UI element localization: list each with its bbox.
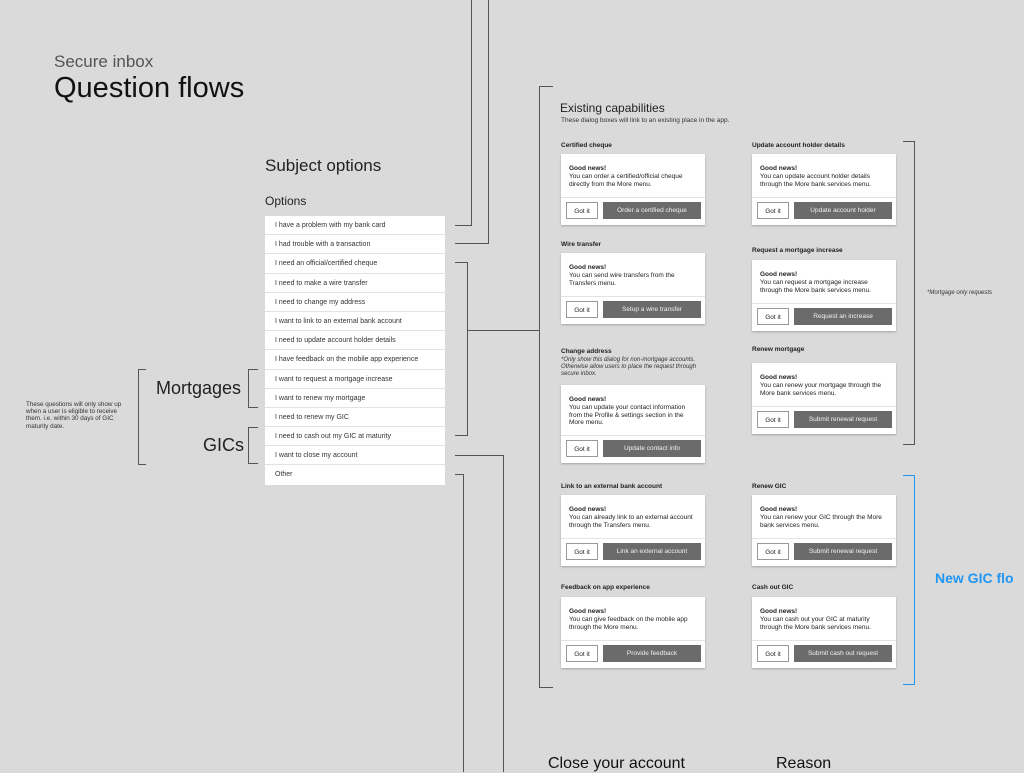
option-item[interactable]: I want to renew my mortgage — [265, 389, 445, 408]
card-heading: Good news! — [760, 374, 798, 381]
card-title: Request a mortgage increase — [752, 247, 843, 254]
card-title: Link to an external bank account — [561, 483, 663, 490]
card-heading: Good news! — [569, 506, 607, 513]
reason-title: Reason — [776, 755, 832, 772]
card-text: You can give feedback on the mobile app through the More menu. — [569, 615, 688, 631]
card-heading: Good news! — [760, 271, 798, 278]
card-text: You can cash out your GIC at maturity through the More bank services menu. — [760, 615, 871, 631]
card-text: You can update your contact information from the Profile & settings section in the More menu. — [569, 403, 686, 427]
card-text: You can send wire transfers from the Transfers menu. — [569, 271, 675, 287]
action-button[interactable]: Submit cash out request — [794, 645, 892, 662]
got-it-button[interactable]: Got it — [566, 645, 598, 662]
existing-capabilities-subtitle: These dialog boxes will link to an existing place in the app. — [561, 117, 730, 124]
dialog-card — [752, 597, 896, 668]
card-title: Wire transfer — [561, 241, 602, 248]
got-it-button[interactable]: Got it — [757, 543, 789, 560]
got-it-button[interactable]: Got it — [757, 645, 789, 662]
option-item[interactable]: I want to request a mortgage increase — [265, 370, 445, 389]
card-heading: Good news! — [569, 264, 607, 271]
page-subtitle: Secure inbox — [54, 52, 154, 71]
mortgages-group-label: Mortgages — [156, 378, 242, 398]
dialog-card — [752, 260, 896, 331]
action-button[interactable]: Provide feedback — [603, 645, 701, 662]
card-title: Certified cheque — [561, 142, 612, 149]
dialog-card — [561, 385, 705, 463]
action-button[interactable]: Order a certified cheque — [603, 202, 701, 219]
gics-group-label: GICs — [203, 435, 245, 455]
option-item[interactable]: I want to close my account — [265, 446, 445, 465]
card-title: Change address — [561, 348, 612, 355]
option-item[interactable]: I need an official/certified cheque — [265, 254, 445, 273]
subject-options-title: Subject options — [265, 156, 382, 175]
card-text: You can update account holder details through the More bank services menu. — [760, 172, 871, 188]
option-item[interactable]: I need to update account holder details — [265, 331, 445, 350]
card-heading: Good news! — [760, 506, 798, 513]
new-gic-flow-label: New GIC flo — [935, 570, 1014, 586]
dialog-card — [752, 363, 896, 434]
card-text: You can order a certified/official cheque directly from the More menu. — [569, 172, 683, 188]
option-item[interactable]: I need to cash out my GIC at maturity — [265, 427, 445, 446]
card-note: *Only show this dialog for non-mortgage accounts. Otherwise allow users to place the request through secure inbox. — [561, 357, 697, 377]
action-button[interactable]: Link an external account — [603, 543, 701, 560]
dialog-card — [752, 154, 896, 225]
dialog-card — [752, 495, 896, 566]
option-item[interactable]: I need to make a wire transfer — [265, 274, 445, 293]
card-title: Cash out GIC — [752, 584, 794, 591]
action-button[interactable]: Request an increase — [794, 308, 892, 325]
action-button[interactable]: Setup a wire transfer — [603, 301, 701, 318]
action-button[interactable]: Update contact info — [603, 440, 701, 457]
card-title: Feedback on app experience — [561, 584, 650, 591]
option-item[interactable]: I have feedback on the mobile app experience — [265, 350, 445, 369]
option-item[interactable]: I need to renew my GIC — [265, 408, 445, 427]
card-text: You can already link to an external account through the Transfers menu. — [569, 513, 693, 529]
dialog-card — [561, 597, 705, 668]
action-button[interactable]: Submit renewal request — [794, 411, 892, 428]
option-item[interactable]: I had trouble with a transaction — [265, 235, 445, 254]
action-button[interactable]: Update account holder — [794, 202, 892, 219]
card-heading: Good news! — [760, 608, 798, 615]
card-title: Renew GIC — [752, 483, 787, 490]
dialog-card — [561, 253, 705, 324]
action-button[interactable]: Submit renewal request — [794, 543, 892, 560]
card-title: Renew mortgage — [752, 346, 805, 353]
mortgage-only-note: *Mortgage only requests — [927, 290, 993, 296]
card-title: Update account holder details — [752, 142, 845, 149]
page-title: Question flows — [54, 72, 245, 104]
option-item[interactable]: I need to change my address — [265, 293, 445, 312]
dialog-card — [561, 495, 705, 566]
card-text: You can renew your GIC through the More bank services menu. — [760, 513, 882, 529]
got-it-button[interactable]: Got it — [566, 202, 598, 219]
dialog-card — [561, 154, 705, 225]
card-heading: Good news! — [569, 165, 607, 172]
eligibility-note: These questions will only show up when a user is eligible to receive them. i.e. within 30 days of GIC maturity date. — [26, 401, 122, 430]
card-text: You can request a mortgage increase through the More bank services menu. — [760, 278, 871, 294]
card-text: You can renew your mortgage through the More bank services menu. — [760, 381, 882, 397]
existing-capabilities-title: Existing capabilities — [560, 101, 665, 115]
got-it-button[interactable]: Got it — [566, 543, 598, 560]
options-list — [265, 216, 445, 485]
close-account-title: Close your account — [548, 755, 685, 772]
card-heading: Good news! — [569, 608, 607, 615]
option-item[interactable]: I want to link to an external bank account — [265, 312, 445, 331]
options-label: Options — [265, 194, 307, 208]
card-heading: Good news! — [760, 165, 798, 172]
got-it-button[interactable]: Got it — [757, 202, 789, 219]
option-item[interactable]: Other — [275, 471, 293, 479]
got-it-button[interactable]: Got it — [566, 440, 598, 457]
got-it-button[interactable]: Got it — [757, 308, 789, 325]
option-item[interactable]: I have a problem with my bank card — [265, 216, 445, 235]
card-heading: Good news! — [569, 396, 607, 403]
got-it-button[interactable]: Got it — [566, 301, 598, 318]
got-it-button[interactable]: Got it — [757, 411, 789, 428]
